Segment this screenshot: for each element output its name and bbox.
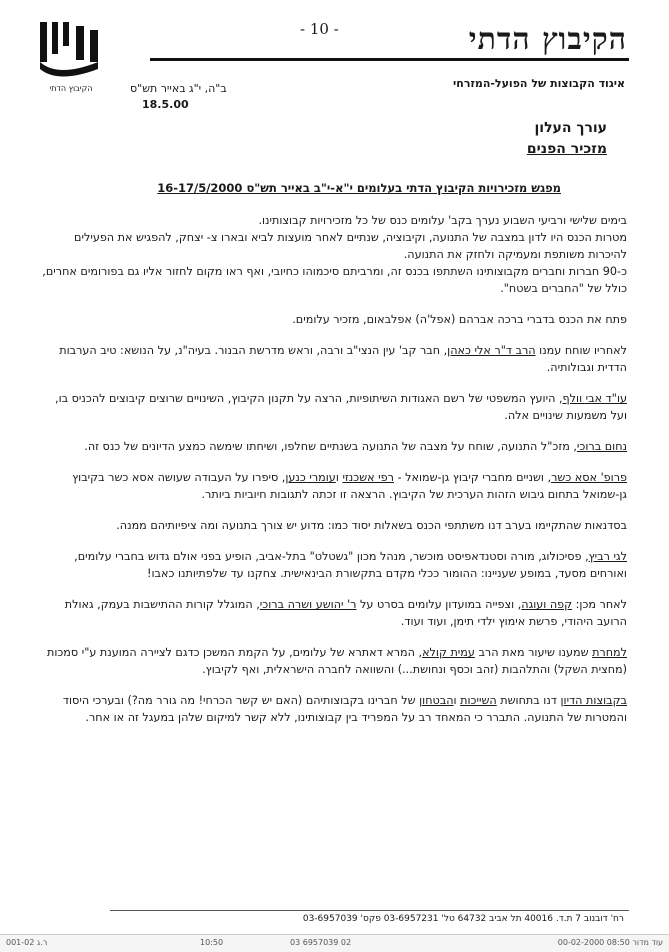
para-connector: ו <box>335 471 343 484</box>
paragraph-coffee-film <box>37 596 627 630</box>
para-text-tail: , סיפרו על העבודה שעושה אסא כשר בקיבוץ גן-שמואל בתחום גיבוש הזהות הערכית של הקיבוץ. הרצאה זו זכתה לתגובות חיוביות ביותר. <box>72 471 627 501</box>
speaker-name: לגי רביץ <box>588 550 627 563</box>
highlight: קפה ועוגה <box>521 598 573 611</box>
para-connector: ו <box>453 694 461 707</box>
recipient-editor: עורך העלון <box>534 120 607 136</box>
para-text: , ושניים מחברי קיבוץ גן-שמואל - <box>393 471 552 484</box>
speaker-name: הרב ד"ר אלי כאהן <box>447 344 536 357</box>
letter-subject: מפגש מזכירויות הקיבוץ הדתי בעלומים י"א-י"ב באייר תש"ס 16-17/5/2000 <box>157 181 561 195</box>
highlight: למחרת <box>592 646 627 659</box>
para-text-tail: של חברינו בקבוצותיהם (האם יש קשר הכרחי! מה גורר מה?) ובערכי היסוד והמטרות של התנועה. התברר כי המאחד רב על המפריד בין קבוצותינו, ללא קשר למיקום שלהן במעגל זה או אחר. <box>62 694 627 724</box>
intro-sentence-3: כ-90 חברות וחברים מקבוצותינו השתתפו בכנס זה, ומרביתם סיכמוהו כחיובי, ואף ראו מקום לחזור אליו גם בפורומים אחרים, כולל של "החברים בשטח". <box>42 265 627 295</box>
speaker-name: עו"ד אבי וולף <box>562 392 627 405</box>
hebrew-date: ב"ה, י"ג באייר תש"ס <box>130 82 227 95</box>
fax-header-right: 00-02-2000 08:50 עוד מדור <box>557 938 663 947</box>
paragraph-gigi-raviz <box>37 548 627 582</box>
footer-address: רח' דובנוב 7 ת.ד. 40016 תל אביב 64732 טל' 03-6957231 פקס' 03-6957039 <box>302 914 624 924</box>
fax-left: ר.ג 001-02 <box>6 938 48 947</box>
speaker-name-2: רפי אשכנזי <box>342 471 394 484</box>
speaker-name: עמית קולא <box>422 646 475 659</box>
para-text: , וצפייה במועדון עלומים בסרט על <box>356 598 522 611</box>
para-text: , מזכ"ל התנועה, שוחח על מצבה של התנועה בשנתיים שחלפו, ושיחתו שימשה כמצע הדיונים של כנס זה. <box>84 440 577 453</box>
logo-caption: הקיבוץ הדתי <box>49 84 93 93</box>
para-text-tail: , המרא דאתרא של עלומים, על הקמת המשכן כדגם לציירה המוענת ע"י סמכות (מחצית השקל) והתלהבות (זהב וכסף ונחושת...) והשוואה לחברה הישראלית, ואף לקיבוץ. <box>46 646 627 676</box>
paragraph-avi-wolf <box>37 390 627 424</box>
speaker-name: פרופ' אסא כשר <box>551 471 627 484</box>
para-text: , חבר קב' עין הנצי"ב ורבה, וראש מדרשת הבנור. בעיה"נ, על הנושא: טיב הערבות הדדית וגבולותיה. <box>59 344 627 374</box>
highlight: בקבוצות הדיון <box>560 694 627 707</box>
highlight-3: הבטחון <box>419 694 454 707</box>
menorah-logo-icon <box>40 22 102 78</box>
paragraph-nahum-baruchi <box>37 438 627 455</box>
highlight-2: ר' יהושע ושרה ברוכי <box>259 598 357 611</box>
org-logo <box>40 22 102 92</box>
paragraph-workshops <box>37 517 627 534</box>
paragraph-opening <box>37 311 627 328</box>
recipient-internal-secretary: מזכיר הפנים <box>526 141 607 157</box>
paragraph-discussion-groups <box>37 692 627 726</box>
para-lead: לאחריו שוחח עמנו <box>535 344 627 357</box>
paragraph-asa-kasher <box>37 469 627 503</box>
para-text: , היועץ המשפטי של רשם האגודות השיתופיות, הרצה על תקנון הקיבוץ, השינויים שרוצים קיבוצים להכניס בו, ועל משמעות שינויים אלה. <box>55 392 627 422</box>
gregorian-date: 18.5.00 <box>142 98 189 111</box>
intro-sentence-1: בימים שלישי ורביעי השבוע נערך בקב' עלומים כנס של כל מזכירויות קבוצותינו. <box>258 214 627 227</box>
speaker-name: נחום ברוכי <box>576 440 627 453</box>
speaker-name-3: עומרי כנען <box>285 471 336 484</box>
header-rule <box>150 58 629 61</box>
fax-number: 03 6957039 02 <box>290 938 352 947</box>
intro-sentence-2: מטרות הכנס היו לדון במצבה של התנועה, וקיבוציה, שנתיים לאחר מועצות לביא ובארו צ- יצחק, להפגיש את הפעילים להיכרות משותפת ומעמיקה ולחזק את התנועה. <box>74 231 627 261</box>
paragraph-intro <box>37 212 627 297</box>
fax-transmission-line <box>0 934 669 952</box>
para-text-tail: , המוגלל קורות ההתישבות בעמק, גאולת הרועב היהודי, פרשת אימוץ ילדי תימן, ועוד ועוד. <box>64 598 627 628</box>
org-name: הקיבוץ הדתי <box>468 22 627 57</box>
highlight-2: השייכות <box>460 694 497 707</box>
para-text: שמענו שיעור מאת הרב <box>474 646 593 659</box>
letter-body <box>37 212 627 740</box>
paragraph-rabbi-kahan <box>37 342 627 376</box>
para-lead: לאחר מכן: <box>572 598 627 611</box>
org-subtitle: איגוד הקבוצות של הפועל-המזרחי <box>453 77 625 90</box>
page-number: - 10 - <box>300 20 339 38</box>
paragraph-next-day <box>37 644 627 678</box>
para-text: דנו בתחושת <box>496 694 561 707</box>
opening-sentence: פתח את הכנס בדברי ברכה אברהם (אפל'ה) אפלבאום, מזכיר עלומים. <box>292 313 627 326</box>
fax-time: 10:50 <box>200 938 224 947</box>
workshops-sentence: בסדנאות שהתקיימו בערב דנו משתתפי הכנס בשאלות יסוד כמו: מדוע יש צורך בתנועה ומה ציפיותיהם ממנה. <box>116 519 627 532</box>
para-text: , פסיכולוג, מורה וסטנדאפיסט מוכשר, מנהל מכון "גשטלט" בתל-אביב, הופיע בפני אולם גדוש בחברי עלומים, ואורחים מסעד, במופע שעניינו: ההומור ככלי מקדם בתקשורת הבינאישית. צחקנו עד שלפתיותנו כאבו! <box>74 550 627 580</box>
footer-rule <box>110 910 629 911</box>
